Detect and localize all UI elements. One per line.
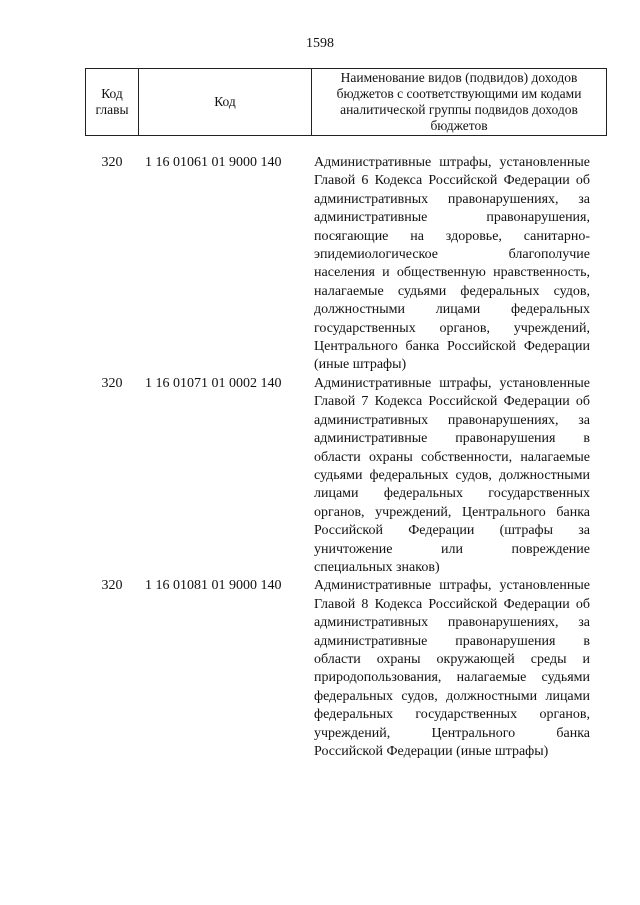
row-name-line: Главой 7 Кодекса Российской Федерации об — [314, 394, 590, 410]
row-chapter-code: 320 — [101, 155, 123, 170]
table-row — [85, 154, 607, 375]
row-code: 1 16 01071 01 0002 140 — [145, 375, 282, 391]
row-name-line: учреждений, Центрального банка — [314, 725, 590, 741]
page-number: 1598 — [306, 36, 334, 51]
row-name-line: Центрального банка Российской Федерации — [314, 339, 590, 355]
row-name — [314, 577, 590, 761]
row-chapter-code: 320 — [101, 375, 123, 391]
header-name: Наименование видов (подвидов) доходов бюджетов с соответствующими им кодами аналитической группы подвидов доходов бюджетов — [312, 69, 607, 136]
row-name-line: федеральных государственных органов, — [314, 707, 590, 723]
row-name-line: посягающие на здоровье, санитарно- — [314, 228, 590, 244]
row-name — [314, 375, 590, 577]
row-name-line: Российской Федерации (штрафы за — [314, 523, 590, 539]
header-chapter-code: Код главы — [86, 69, 139, 136]
row-name-line: административных правонарушениях, за — [314, 191, 590, 207]
row-name-line: Административные штрафы, установленные — [314, 375, 590, 391]
row-name-line: Российской Федерации (иные штрафы) — [314, 744, 549, 759]
row-name-line: лицами федеральных государственных — [314, 486, 590, 502]
row-name-line: налагаемые судьями федеральных судов, — [314, 283, 590, 299]
row-name-line: специальных знаков) — [314, 559, 440, 575]
row-name-line: (иные штрафы) — [314, 357, 407, 373]
row-name — [314, 154, 590, 375]
row-name-line: населения и общественную нравственность, — [314, 265, 590, 281]
row-name-line: государственных органов, учреждений, — [314, 320, 590, 336]
row-name-line: административные правонарушения в — [314, 633, 590, 649]
row-name-line: уничтожение или повреждение — [314, 541, 590, 557]
row-name-line: федеральных судов, должностными лицами — [314, 688, 590, 704]
table-body — [85, 154, 607, 761]
row-name-line: должностными лицами федеральных — [314, 302, 590, 318]
row-name-line: административных правонарушениях, за — [314, 412, 590, 428]
row-name-line: органов, учреждений, Центрального банка — [314, 504, 590, 520]
row-name-line: эпидемиологическое благополучие — [314, 247, 590, 263]
row-name-line: области охраны собственности, налагаемые — [314, 449, 590, 465]
row-name-line: судьями федеральных судов, должностными — [314, 467, 590, 483]
row-name-line: Административные штрафы, установленные — [314, 155, 590, 170]
row-name-line: административные правонарушения, — [314, 210, 590, 226]
row-name-line: природопользования, налагаемые судьями — [314, 670, 590, 686]
row-code: 1 16 01061 01 9000 140 — [145, 155, 282, 170]
header-code: Код — [139, 69, 312, 136]
row-name-line: Главой 8 Кодекса Российской Федерации об — [314, 596, 590, 612]
row-code: 1 16 01081 01 9000 140 — [145, 578, 282, 594]
table-row — [85, 577, 607, 761]
table-header-row — [86, 69, 607, 136]
row-chapter-code: 320 — [101, 578, 123, 594]
table-header — [85, 68, 607, 136]
table-row — [85, 375, 607, 577]
row-name-line: Административные штрафы, установленные — [314, 578, 590, 594]
row-name-line: административных правонарушениях, за — [314, 615, 590, 631]
row-name-line: административные правонарушения в — [314, 431, 590, 447]
row-name-line: области охраны окружающей среды и — [314, 651, 590, 667]
row-name-line: Главой 6 Кодекса Российской Федерации об — [314, 173, 590, 189]
